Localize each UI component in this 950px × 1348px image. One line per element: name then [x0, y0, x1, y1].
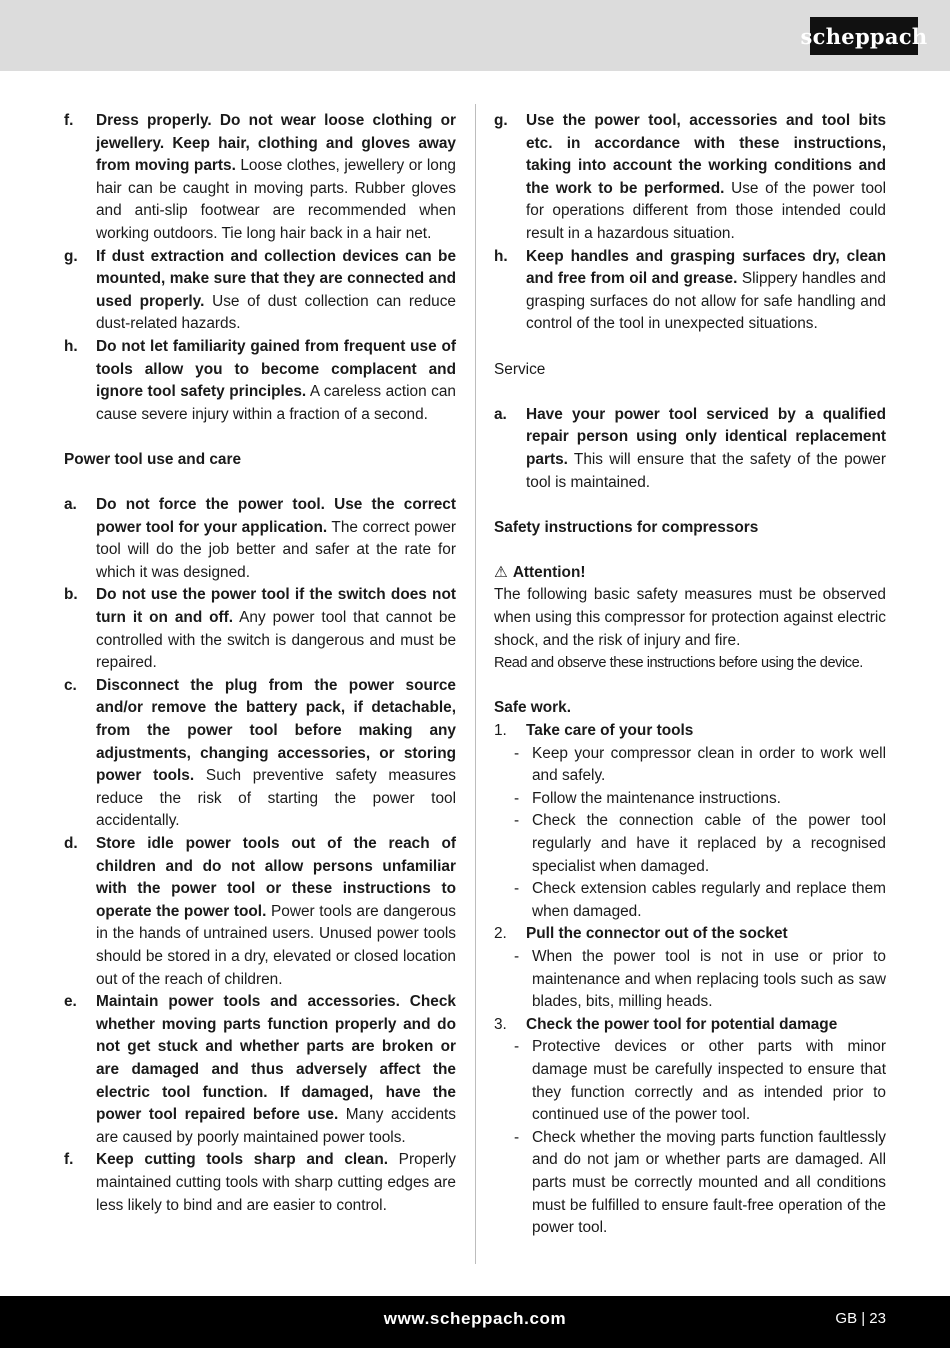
column-divider: [475, 104, 476, 1264]
sub-item: [494, 1127, 886, 1240]
sub-item-text: When the power tool is not in use or prior to maintenance and when replacing tools such as saw blades, bits, milling heads.: [532, 947, 886, 1011]
numbered-item: [494, 923, 886, 946]
item-marker: f.: [64, 1151, 74, 1169]
list-item: [64, 584, 456, 674]
item-text: Power tools are dangerous in the hands of untrained users. Unused power tools should be stored in a dry, elevated or closed location out of the reach of children.: [96, 902, 456, 988]
list-item: [64, 833, 456, 991]
dash-bullet: -: [514, 812, 520, 830]
item-number: 3.: [494, 1015, 507, 1033]
list-item: [64, 991, 456, 1149]
numbered-item-title: Check the power tool for potential damage: [526, 1015, 838, 1033]
item-bold-text: Keep cutting tools sharp and clean.: [96, 1151, 388, 1169]
item-text: Loose clothes, jewellery or long hair can be caught in moving parts. Rubber gloves and anti-slip footwear are recommended when working outdoors. Tie long hair back in a hair net.: [96, 157, 456, 242]
item-marker: a.: [64, 496, 77, 514]
sub-item-text: Keep your compressor clean in order to work well and safely.: [532, 744, 886, 785]
item-marker: g.: [494, 112, 508, 129]
item-text: A careless action can cause severe injury within a fraction of a second.: [96, 383, 456, 423]
sub-item-text: Check extension cables regularly and replace them when damaged.: [532, 880, 886, 920]
sub-item: [494, 743, 886, 788]
dash-bullet: -: [514, 880, 520, 898]
sub-item-text: Check the connection cable of the power tool regularly and have it replaced by a recognised specialist when damaged.: [532, 812, 886, 875]
list-item: [64, 675, 456, 833]
item-marker: h.: [64, 337, 78, 355]
item-text: Such preventive safety measures reduce the risk of starting the power tool accidentally.: [96, 767, 456, 830]
item-marker: b.: [64, 586, 78, 604]
list-item: [494, 110, 886, 246]
item-bold-text: Do not let familiarity gained from frequent use of tools allow you to become complacent and ignore tool safety principles.: [96, 337, 456, 401]
page-number: GB | 23: [835, 1310, 886, 1327]
item-number: 2.: [494, 925, 507, 943]
dash-bullet: -: [514, 744, 520, 762]
list-item: [64, 494, 456, 584]
read-instructions-note: Read and observe these instructions before using the device.: [494, 655, 863, 672]
item-text: The correct power tool will do the job better and safer at the rate for which it was designed.: [96, 518, 457, 581]
warning-triangle-icon: ⚠: [494, 563, 508, 581]
item-bold-text: Store idle power tools out of the reach of children and do not allow persons unfamiliar with the power tool or these instructions to operate the power tool.: [96, 835, 456, 920]
item-marker: d.: [64, 835, 78, 852]
sub-item-text: Protective devices or other parts with minor damage must be carefully inspected to ensure that they function correctly and as intended prior to continued use of the power tool.: [532, 1038, 886, 1124]
list-item: [64, 336, 456, 426]
section-heading-power-tool: Power tool use and care: [64, 450, 242, 468]
numbered-item: [494, 1014, 886, 1037]
item-bold-text: Keep handles and grasping surfaces dry, clean and free from oil and grease.: [526, 247, 886, 288]
item-marker: f.: [64, 112, 74, 129]
dash-bullet: -: [514, 1128, 520, 1146]
right-column: [494, 110, 886, 1240]
list-item: [64, 246, 456, 336]
dash-bullet: -: [514, 947, 520, 965]
sub-item: [494, 788, 886, 811]
item-bold-text: Use the power tool, accessories and tool bits etc. in accordance with these instructions, taking into account the working conditions and the work to be performed.: [526, 112, 886, 197]
item-marker: e.: [64, 993, 77, 1011]
sub-item: [494, 946, 886, 1014]
item-bold-text: If dust extraction and collection devices can be mounted, make sure that they are connected and used properly.: [96, 247, 456, 310]
attention-text: The following basic safety measures must be observed when using this compressor for protection against electric shock, and the risk of injury and fire.: [494, 586, 886, 649]
item-text: Slippery handles and grasping surfaces do not allow for safe handling and control of the tool in unexpected situations.: [526, 270, 886, 333]
page-header: [0, 0, 950, 71]
list-item: [494, 246, 886, 336]
left-column: [64, 110, 456, 1217]
sub-item: [494, 1036, 886, 1126]
item-text: This will ensure that the safety of the power tool is maintained.: [526, 450, 886, 491]
item-bold-text: Do not force the power tool. Use the correct power tool for your application.: [96, 496, 456, 536]
item-bold-text: Dress properly. Do not wear loose clothing or jewellery. Keep hair, clothing and gloves away from moving parts.: [96, 112, 456, 175]
section-heading-safe-work: Safe work.: [494, 699, 571, 717]
list-item: [494, 404, 886, 494]
item-marker: g.: [64, 247, 78, 265]
list-item: [64, 1149, 456, 1217]
item-marker: h.: [494, 247, 508, 265]
item-bold-text: Do not use the power tool if the switch does not turn it on and off.: [96, 586, 456, 627]
dash-bullet: -: [514, 789, 520, 807]
sub-item-text: Follow the maintenance instructions.: [532, 789, 781, 807]
list-item: [64, 110, 456, 246]
attention-label: Attention!: [512, 563, 586, 581]
sub-item: [494, 878, 886, 923]
dash-bullet: -: [514, 1038, 520, 1056]
item-text: Many accidents are caused by poorly maintained power tools.: [96, 1106, 456, 1146]
item-text: Any power tool that cannot be controlled with the switch is dangerous and must be repaired.: [96, 609, 457, 672]
website-link[interactable]: www.scheppach.com: [383, 1309, 567, 1328]
item-marker: a.: [494, 405, 507, 423]
item-number: 1.: [494, 722, 507, 740]
numbered-item-title: Take care of your tools: [526, 722, 694, 740]
attention-heading: [494, 562, 886, 585]
item-text: Use of the power tool for operations different from those intended could result in a hazardous situation.: [526, 179, 886, 242]
item-bold-text: Maintain power tools and accessories. Check whether moving parts function properly and do not get stuck and whether parts are broken or are damaged and thus adversely affect the electric tool function. If damaged, have the power tool repaired before use.: [96, 993, 456, 1124]
item-marker: c.: [64, 676, 77, 694]
scheppach-logo: scheppach: [810, 17, 918, 55]
numbered-item: [494, 720, 886, 743]
item-text: Properly maintained cutting tools with sharp cutting edges are less likely to bind and are easier to control.: [96, 1151, 456, 1214]
page-footer: [0, 1296, 950, 1348]
item-bold-text: Have your power tool serviced by a qualified repair person using only identical replacement parts.: [526, 405, 886, 468]
item-text: Use of dust collection can reduce dust-related hazards.: [96, 292, 456, 333]
section-heading-service: Service: [494, 360, 546, 378]
section-heading-compressors: Safety instructions for compressors: [494, 518, 759, 536]
numbered-item-title: Pull the connector out of the socket: [526, 925, 788, 943]
item-bold-text: Disconnect the plug from the power source and/or remove the battery pack, if detachable, from the power tool before making any adjustments, changing accessories, or storing power tools.: [96, 676, 456, 785]
sub-item: [494, 810, 886, 878]
sub-item-text: Check whether the moving parts function faultlessly and do not jam or whether parts are damaged. All parts must be correctly mounted and all conditions must be fulfilled to ensure fault-free operation of the power tool.: [532, 1128, 886, 1237]
